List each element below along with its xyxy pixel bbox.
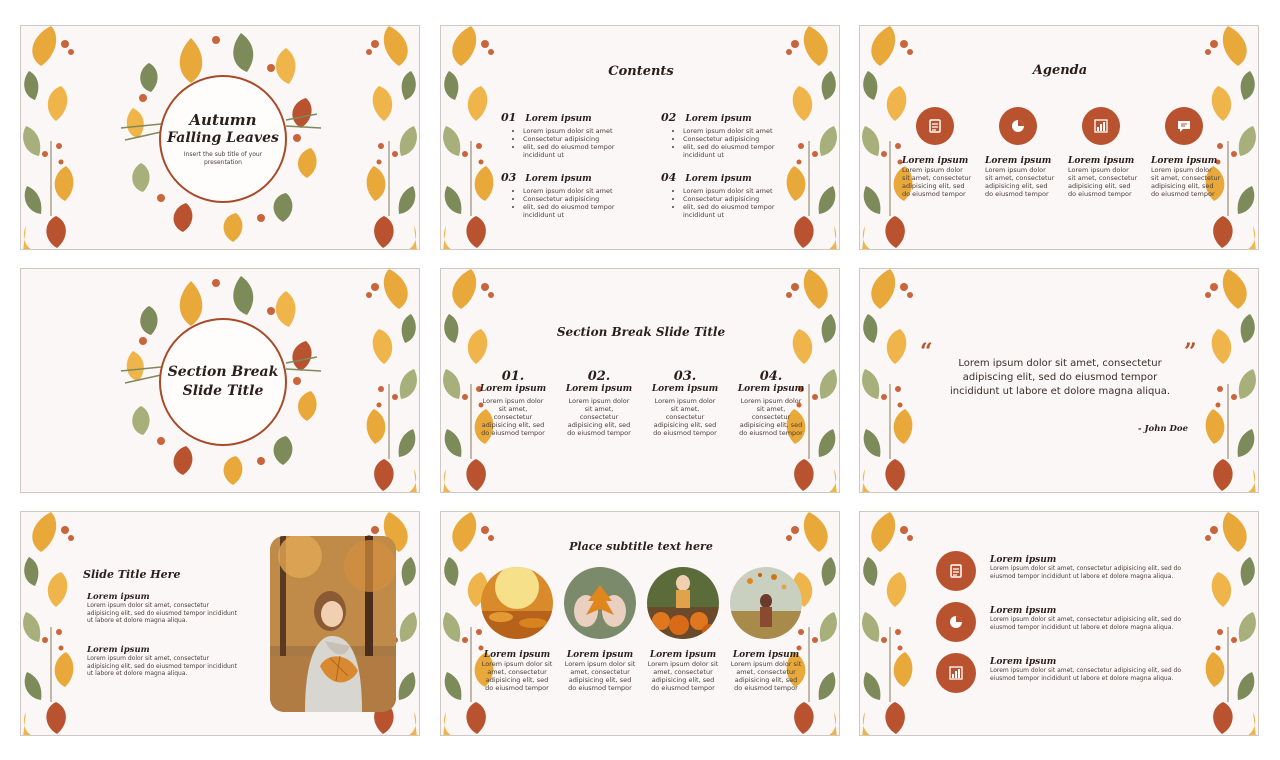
step-heading: Lorem ipsum [479,384,547,394]
gallery-item [481,650,553,692]
slide-section-steps[interactable] [440,268,840,493]
gallery-item [564,650,636,692]
step-number: 04. [759,369,783,384]
bullet: • Lorem ipsum dolor sit amet [683,127,791,135]
item-heading: Lorem ipsum [685,174,752,184]
section-title-line-2: Slide Title [182,383,264,399]
girl-pumpkins-photo [647,567,719,639]
item-text: Lorem ipsum dolor sit amet, consectetur adipisicing elit, sed do eiusmod tempor [481,660,553,692]
quote-close-mark: ” [1184,339,1197,365]
text-block [87,645,237,678]
step-number: 01. [501,369,525,384]
item-number: 01 [501,111,517,124]
bullet: • Consectetur adipisicing [683,195,791,203]
slide-photo-text[interactable] [20,511,420,736]
title-circle [159,75,287,203]
item-number: 04 [661,171,677,184]
step-heading: Lorem ipsum [565,384,633,394]
item-heading: Lorem ipsum [990,657,1057,667]
bullet: • Lorem ipsum dolor sit amet [523,187,631,195]
item-text: Lorem ipsum dolor sit amet, consectetur adipisicing elit, sed do eiusmod tempor incididunt ut labore et dolore magna aliqua. [990,667,1182,682]
list-icon-1 [936,551,976,591]
agenda-item [985,156,1055,198]
step-text: Lorem ipsum dolor sit amet, consectetur adipisicing elit, sed do eiusmod tempor [481,397,545,437]
step-item [651,369,719,437]
list-item [990,555,1190,580]
item-heading: Lorem ipsum [990,606,1057,616]
slide-agenda[interactable] [859,25,1259,250]
leaf-decoration-left [860,512,922,736]
item-text: Lorem ipsum dolor sit amet, consectetur adipisicing elit, sed do eiusmod tempor incididunt ut labore et dolore magna aliqua. [990,616,1182,631]
step-item [565,369,633,437]
item-heading: Lorem ipsum [902,156,969,166]
slide-title[interactable] [20,25,420,250]
girl-autumn-photo [270,536,396,712]
leaf-decoration-left [21,512,83,736]
agenda-icon-1 [916,107,954,145]
slide-quote[interactable] [859,268,1259,493]
item-text: Lorem ipsum dolor sit amet, consectetur adipisicing elit, sed do eiusmod tempor [730,660,802,692]
block-text: Lorem ipsum dolor sit amet, consectetur adipisicing elit, sed do eiusmod tempor incididunt ut labore et dolore magna aliqua. [87,655,237,677]
item-text: Lorem ipsum dolor sit amet, consectetur adipisicing elit, sed do eiusmod tempor [564,660,636,692]
slide-section-break[interactable] [20,268,420,493]
bullet: incididunt ut [683,151,724,159]
slide-icon-list[interactable] [859,511,1259,736]
slide-photo-gallery[interactable] [440,511,840,736]
text-block [87,592,237,625]
item-text: Lorem ipsum dolor sit amet, consectetur adipisicing elit, sed do eiusmod tempor [902,166,972,198]
hands-holding-leaf-photo [564,567,636,639]
bullet: • Lorem ipsum dolor sit amet [523,127,631,135]
bullet: incididunt ut [523,211,564,219]
title-line-2: Falling Leaves [167,130,279,146]
slide-contents[interactable] [440,25,840,250]
leaf-decoration-right [1196,269,1258,493]
quote-open-mark: “ [920,339,933,365]
item-heading: Lorem ipsum [685,114,752,124]
pie-chart-icon [948,614,964,630]
bullet: • Consectetur adipisicing [523,135,631,143]
item-text: Lorem ipsum dolor sit amet, consectetur adipisicing elit, sed do eiusmod tempor [1068,166,1138,198]
leaf-decoration-left [441,26,503,250]
item-number: 02 [661,111,677,124]
step-item [737,369,805,437]
list-icon-2 [936,602,976,642]
contents-item [501,166,631,219]
item-number: 03 [501,171,517,184]
step-item [479,369,547,437]
slide-heading: Section Break Slide Title [556,325,726,339]
slide-heading: Agenda [1032,63,1088,78]
agenda-item [902,156,972,198]
chat-icon [1176,118,1192,134]
item-heading: Lorem ipsum [566,650,634,660]
agenda-item [1068,156,1138,198]
bullet: • elit, sed do eiusmod tempor [523,143,631,151]
bullet: • Consectetur adipisicing [683,135,791,143]
bullet: • Consectetur adipisicing [523,195,631,203]
list-icon-3 [936,653,976,693]
item-heading: Lorem ipsum [525,174,592,184]
leaf-decoration-right [1196,26,1258,250]
step-text: Lorem ipsum dolor sit amet, consectetur adipisicing elit, sed do eiusmod tempor [739,397,803,437]
slide-heading: Slide Title Here [83,568,181,581]
leaf-decoration-right [1196,512,1258,736]
item-text: Lorem ipsum dolor sit amet, consectetur adipisicing elit, sed do eiusmod tempor [1151,166,1221,198]
block-heading: Lorem ipsum [87,592,150,602]
leaves-sunlight-photo [481,567,553,639]
list-item [990,657,1190,682]
step-number: 02. [587,369,611,384]
item-heading: Lorem ipsum [1151,156,1218,166]
leaf-decoration-left [860,269,922,493]
leaf-decoration-right [357,269,419,493]
slide-heading: Contents [608,64,674,79]
bullet: incididunt ut [683,211,724,219]
bullet: incididunt ut [523,151,564,159]
step-text: Lorem ipsum dolor sit amet, consectetur adipisicing elit, sed do eiusmod tempor [653,397,717,437]
item-heading: Lorem ipsum [483,650,551,660]
item-heading: Lorem ipsum [732,650,800,660]
leaf-decoration-left [860,26,922,250]
agenda-icon-4 [1165,107,1203,145]
leaf-decoration-left [21,26,83,250]
bullet: • elit, sed do eiusmod tempor [683,203,791,211]
item-heading: Lorem ipsum [649,650,717,660]
quote-author: - John Doe [1138,424,1188,434]
bar-chart-icon [1093,118,1109,134]
list-item [990,606,1190,631]
bullet: • elit, sed do eiusmod tempor [523,203,631,211]
item-heading: Lorem ipsum [525,114,592,124]
contents-item [661,106,791,159]
step-number: 03. [673,369,697,384]
item-text: Lorem ipsum dolor sit amet, consectetur adipisicing elit, sed do eiusmod tempor [647,660,719,692]
clipboard-icon [927,118,943,134]
girl-throwing-leaves-photo [730,567,802,639]
section-title-line-1: Section Break [167,364,279,380]
step-text: Lorem ipsum dolor sit amet, consectetur adipisicing elit, sed do eiusmod tempor [567,397,631,437]
item-heading: Lorem ipsum [990,555,1057,565]
quote-text: Lorem ipsum dolor sit amet, consectetur adipiscing elit, sed do eiusmod tempor incididunt ut labore et dolore magna aliqua. [949,358,1171,397]
slide-heading: Place subtitle text here [569,540,713,553]
contents-item [501,106,631,159]
bar-chart-icon [948,665,964,681]
bullet: • Lorem ipsum dolor sit amet [683,187,791,195]
clipboard-icon [948,563,964,579]
agenda-icon-3 [1082,107,1120,145]
subtitle: Insert the sub title of your presentation [183,151,263,166]
block-text: Lorem ipsum dolor sit amet, consectetur adipisicing elit, sed do eiusmod tempor incididunt ut labore et dolore magna aliqua. [87,602,237,624]
step-heading: Lorem ipsum [737,384,805,394]
item-heading: Lorem ipsum [1068,156,1135,166]
item-heading: Lorem ipsum [985,156,1052,166]
step-heading: Lorem ipsum [651,384,719,394]
gallery-item [730,650,802,692]
item-text: Lorem ipsum dolor sit amet, consectetur adipisicing elit, sed do eiusmod tempor [985,166,1055,198]
title-line-1: Autumn [189,111,257,129]
block-heading: Lorem ipsum [87,645,150,655]
item-text: Lorem ipsum dolor sit amet, consectetur adipisicing elit, sed do eiusmod tempor incididunt ut labore et dolore magna aliqua. [990,565,1182,580]
agenda-item [1151,156,1221,198]
section-title-circle [159,318,287,446]
leaf-decoration-right [357,26,419,250]
bullet: • elit, sed do eiusmod tempor [683,143,791,151]
gallery-item [647,650,719,692]
pie-chart-icon [1010,118,1026,134]
contents-item [661,166,791,219]
agenda-icon-2 [999,107,1037,145]
